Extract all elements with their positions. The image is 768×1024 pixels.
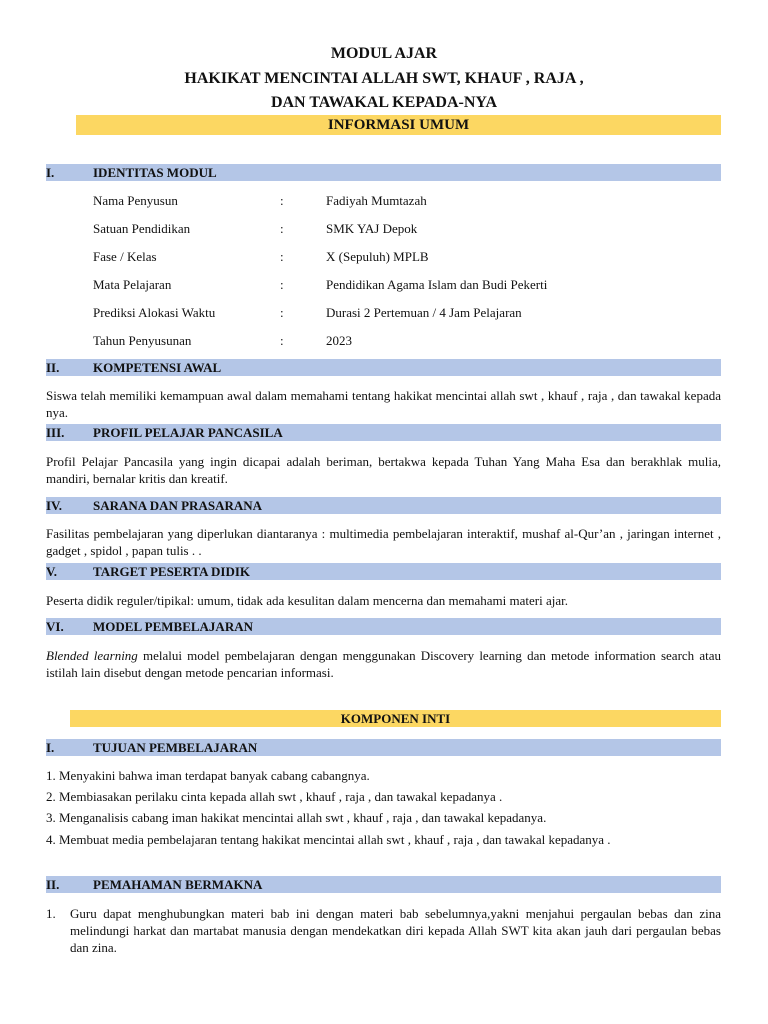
identitas-key: Prediksi Alokasi Waktu: [93, 305, 216, 320]
section-number: I.: [46, 165, 55, 180]
section-header-tujuan: [46, 739, 721, 756]
sarana-text: Fasilitas pembelajaran yang diperlukan diantaranya : multimedia pembelajaran interaktif, mushaf al-Qur’an , jaringan internet , gadget , spidol , papan tulis . .: [46, 526, 721, 558]
section-number: IV.: [46, 498, 63, 513]
section-number: VI.: [46, 619, 64, 634]
tujuan-item: 2. Membiasakan perilaku cinta kepada allah swt , khauf , raja , dan tawakal kepadanya .: [46, 789, 503, 804]
informasi-umum-band: INFORMASI UMUM: [76, 115, 721, 135]
section-label: KOMPETENSI AWAL: [93, 360, 222, 375]
section-header-identitas: [46, 164, 721, 181]
section-label: PEMAHAMAN BERMAKNA: [93, 877, 263, 892]
section-header-sarana: [46, 497, 721, 514]
identitas-value: Fadiyah Mumtazah: [326, 193, 427, 208]
identitas-key: Tahun Penyusunan: [93, 333, 192, 348]
doc-subtitle-1: HAKIKAT MENCINTAI ALLAH SWT, KHAUF , RAJA ,: [184, 70, 584, 87]
identitas-key: Nama Penyusun: [93, 193, 178, 208]
identitas-value: SMK YAJ Depok: [326, 221, 418, 236]
model-text: [46, 647, 721, 681]
section-header-profil: [46, 424, 721, 441]
doc-subtitle-2: DAN TAWAKAL KEPADA-NYA: [270, 94, 498, 111]
section-label: SARANA DAN PRASARANA: [93, 498, 263, 513]
identitas-row: [0, 304, 768, 322]
section-label: IDENTITAS MODUL: [93, 165, 217, 180]
identitas-colon: :: [280, 221, 284, 236]
model-text-rest: melalui model pembelajaran dengan menggunakan Discovery learning dan metode information search atau istilah lain disebut dengan metode pencarian informasi.: [46, 648, 721, 680]
identitas-key: Mata Pelajaran: [93, 277, 172, 292]
section-number: I.: [46, 740, 55, 755]
identitas-row: [0, 192, 768, 210]
section-label: PROFIL PELAJAR PANCASILA: [93, 425, 283, 440]
identitas-colon: :: [280, 193, 284, 208]
section-header-pemahaman: [46, 876, 721, 893]
tujuan-item: 3. Menganalisis cabang iman hakikat mencintai allah swt , khauf , raja , dan tawakal kepadanya.: [46, 810, 547, 825]
identitas-value: Pendidikan Agama Islam dan Budi Pekerti: [326, 277, 548, 292]
identitas-row: [0, 276, 768, 294]
section-number: II.: [46, 360, 60, 375]
section-header-kompetensi: [46, 359, 721, 376]
kompetensi-text: Siswa telah memiliki kemampuan awal dalam memahami tentang hakikat mencintai allah swt , khauf , raja , dan tawakal kepada nya.: [46, 388, 721, 420]
tujuan-item: 1. Menyakini bahwa iman terdapat banyak cabang cabangnya.: [46, 768, 370, 783]
identitas-row: [0, 220, 768, 238]
section-header-target: [46, 563, 721, 580]
section-number: III.: [46, 425, 65, 440]
identitas-row: [0, 248, 768, 266]
identitas-colon: :: [280, 249, 284, 264]
identitas-value: 2023: [326, 333, 352, 348]
identitas-value: Durasi 2 Pertemuan / 4 Jam Pelajaran: [326, 305, 522, 320]
identitas-row: [0, 332, 768, 350]
identitas-value: X (Sepuluh) MPLB: [326, 249, 429, 264]
section-number: V.: [46, 564, 57, 579]
pemahaman-item-number: 1.: [46, 906, 56, 921]
pemahaman-item-text: Guru dapat menghubungkan materi bab ini dengan materi bab sebelumnya,yakni menjahui pergaulan bebas dan zina melindungi harkat dan martabat manusia dengan mendekatkan diri kepada Allah SWT kita akan jauh dari pergaulan bebas dan zina.: [70, 906, 721, 955]
identitas-colon: :: [280, 305, 284, 320]
section-label: MODEL PEMBELAJARAN: [93, 619, 253, 634]
section-number: II.: [46, 877, 60, 892]
identitas-key: Satuan Pendidikan: [93, 221, 191, 236]
pemahaman-item: [46, 905, 721, 956]
tujuan-item: 4. Membuat media pembelajaran tentang hakikat mencintai allah swt , khauf , raja , dan tawakal kepadanya .: [46, 832, 611, 847]
section-header-model: [46, 618, 721, 635]
identitas-colon: :: [280, 333, 284, 348]
section-label: TARGET PESERTA DIDIK: [93, 564, 251, 579]
identitas-colon: :: [280, 277, 284, 292]
doc-title: MODUL AJAR: [330, 45, 438, 62]
komponen-inti-band: KOMPONEN INTI: [70, 710, 721, 727]
target-text: Peserta didik reguler/tipikal: umum, tidak ada kesulitan dalam mencerna dan memahami materi ajar.: [46, 593, 568, 608]
identitas-key: Fase / Kelas: [93, 249, 157, 264]
model-text-italic: Blended learning: [46, 648, 138, 663]
section-label: TUJUAN PEMBELAJARAN: [93, 740, 258, 755]
profil-text: Profil Pelajar Pancasila yang ingin dicapai adalah beriman, bertakwa kepada Tuhan Yang Maha Esa dan berakhlak mulia, mandiri, bernalar kritis dan kreatif.: [46, 454, 721, 486]
